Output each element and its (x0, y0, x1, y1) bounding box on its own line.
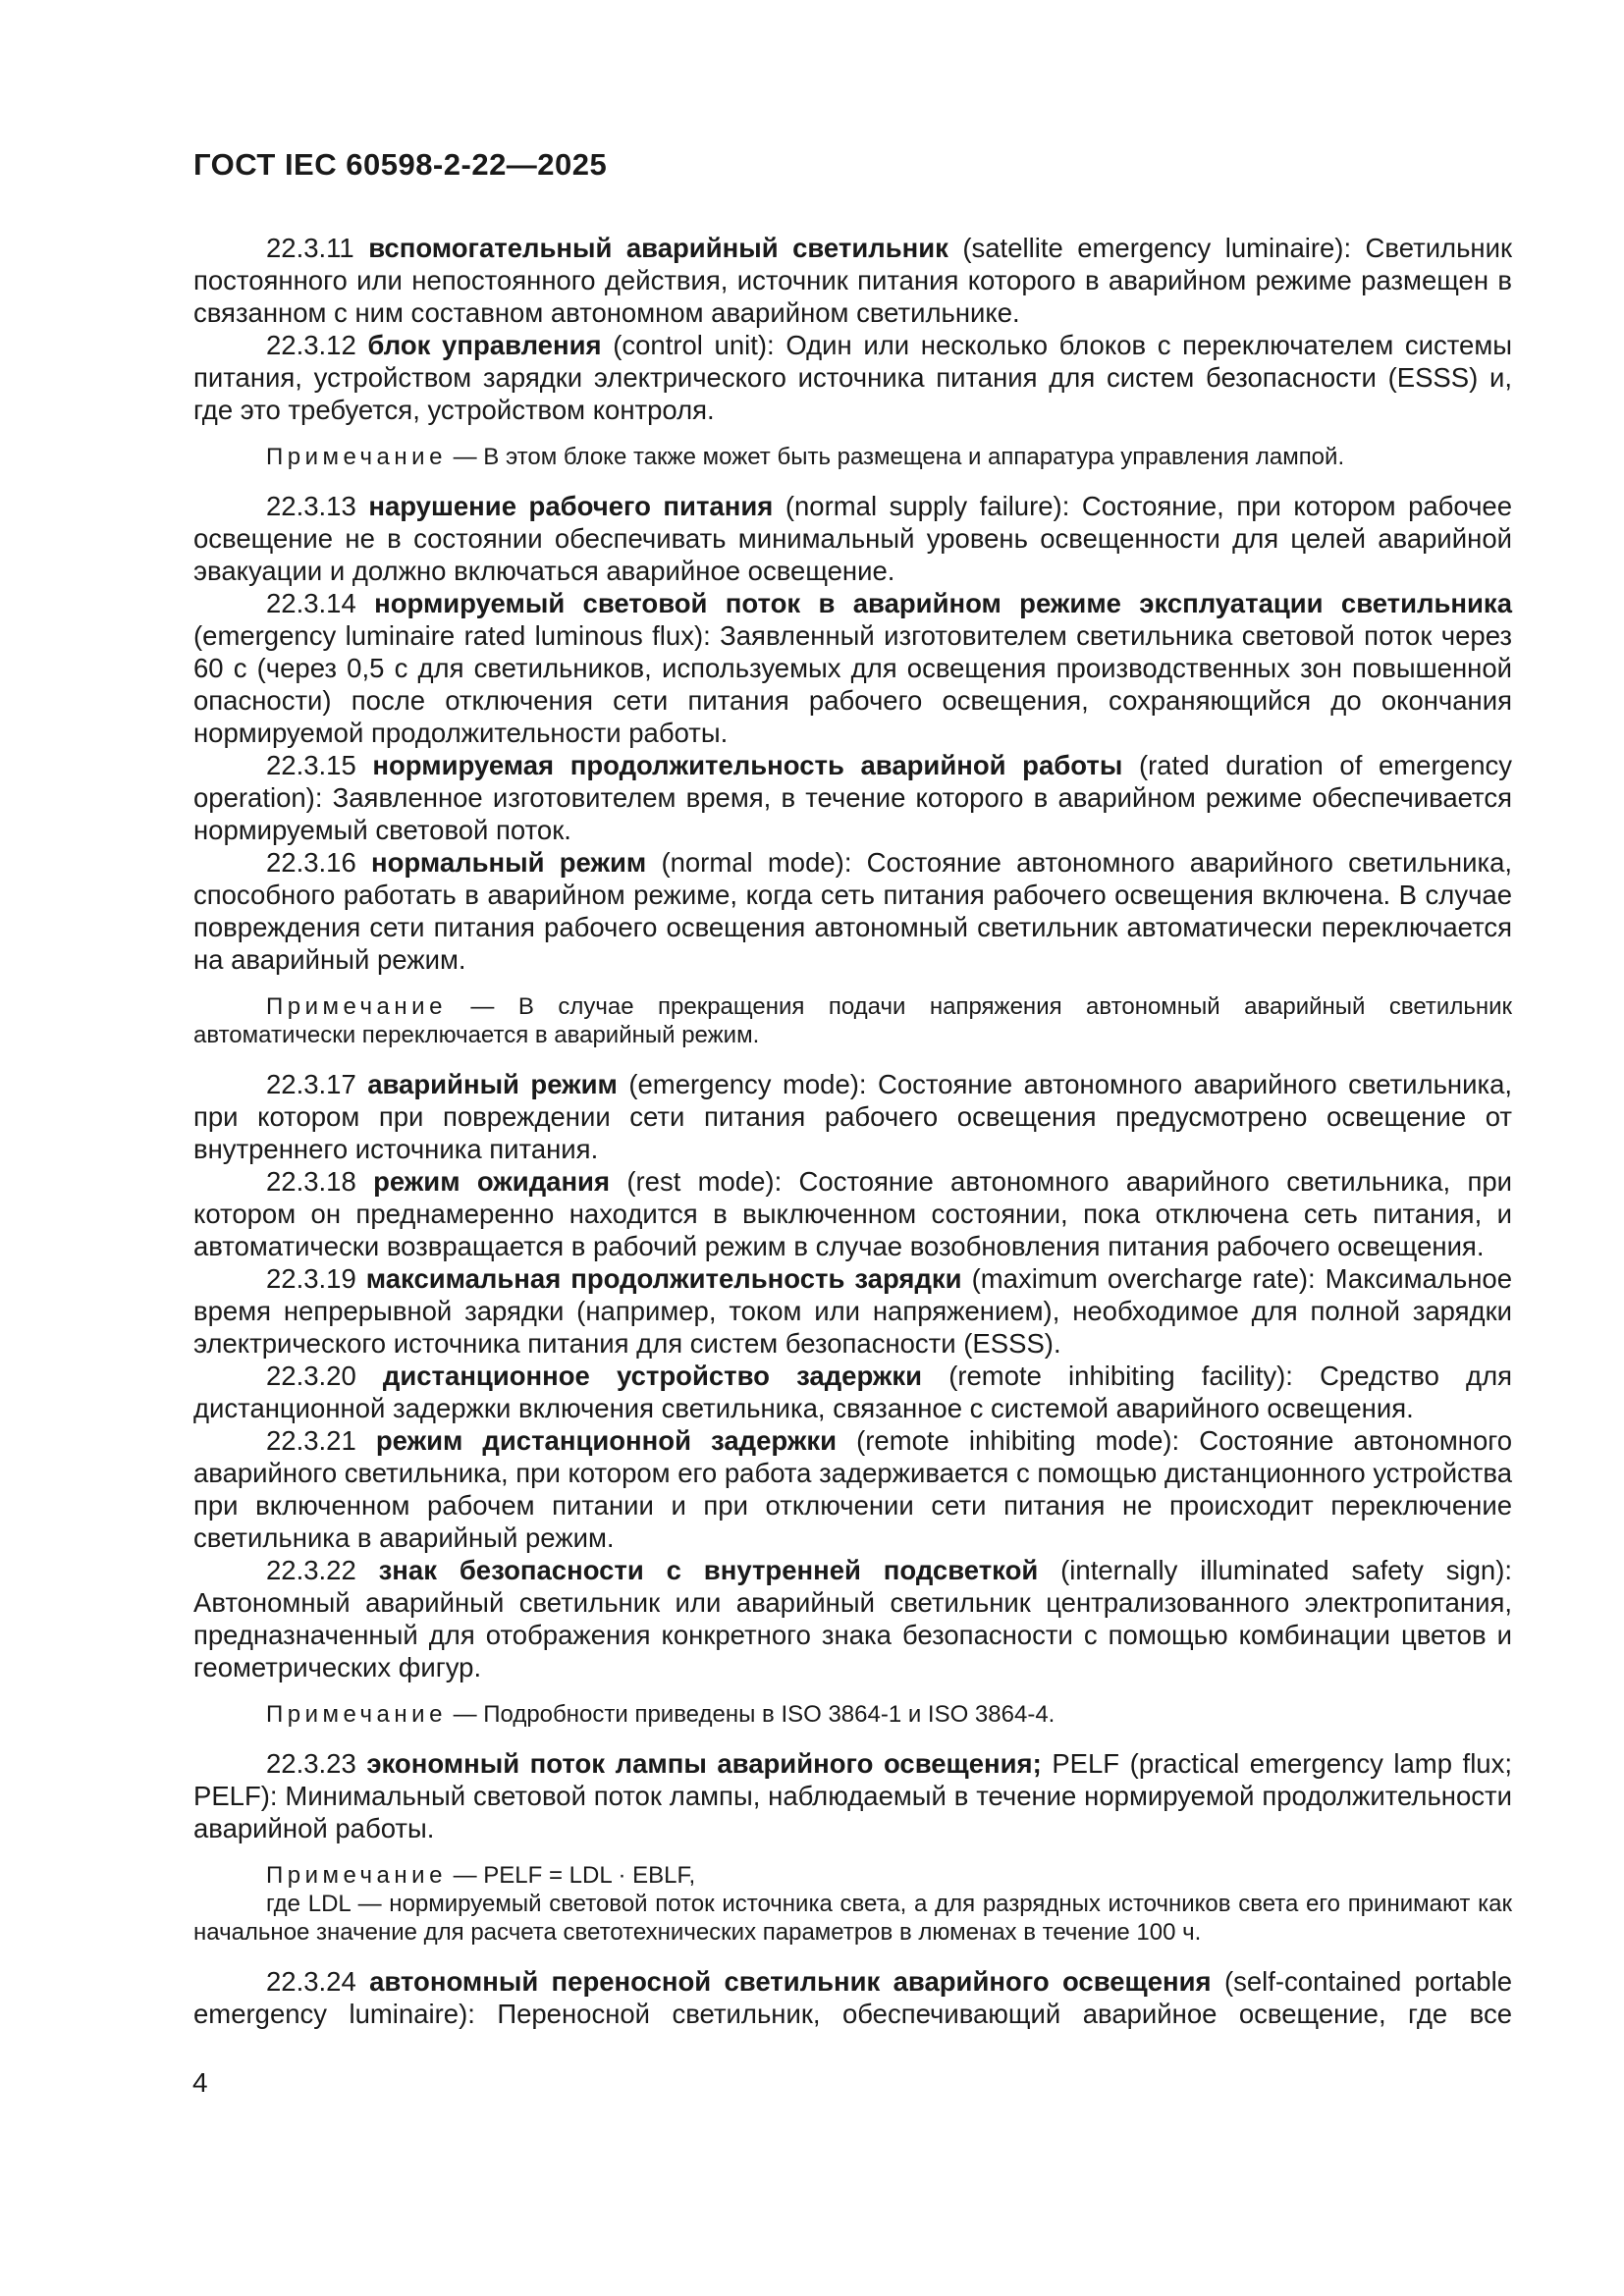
definition-paragraph (193, 1165, 1512, 1262)
note-block (193, 443, 1512, 471)
definition-paragraph (193, 846, 1512, 976)
definition-paragraph (193, 749, 1512, 846)
clause-number: 22.3.16 (266, 847, 356, 878)
clause-number: 22.3.14 (266, 588, 356, 618)
note-continuation: где LDL — нормируемый световой поток источника света, а для разрядных источников света его принимают как начальное значение для расчета светотехнических параметров в люменах в течение 100 ч. (193, 1891, 1512, 1946)
definition-body: (emergency mode): Состояние автономного аварийного светильника, при котором при повреждении сети питания рабочего освещения предусмотрено освещение от внутреннего источника питания. (193, 1069, 1513, 1164)
definition-body: (self-contained portable emergency luminaire): Переносной светильник, обеспечивающий аварийное освещение, где все (193, 1966, 1513, 2029)
definition-body: (normal mode): Состояние автономного аварийного светильника, способного работать в аварийном режиме, когда сеть питания рабочего освещения включена. В случае повреждения сети питания рабочего освещения автономный светильник автоматически переключается на аварийный режим. (193, 847, 1513, 975)
clause-number: 22.3.13 (266, 491, 356, 521)
definition-body: (control unit): Один или несколько блоков с переключателем системы питания, устройством зарядки электрического источника питания для систем безопасности (ESSS) и, где это требуется, устройством контроля. (193, 330, 1513, 425)
definition-paragraph (193, 1262, 1512, 1360)
definition-term: нормальный режим (371, 847, 647, 878)
definition-body: (remote inhibiting mode): Состояние автономного аварийного светильника, при котором его работа задерживается с помощью дистанционного устройства при включенном рабочем питании и при отключении сети питания не происходит переключение светильника в аварийный режим. (193, 1425, 1513, 1553)
note-label: Примечание (266, 993, 447, 1020)
clause-number: 22.3.12 (266, 330, 356, 360)
note-line (193, 443, 1512, 471)
document-title: ГОСТ IEC 60598-2-22—2025 (193, 147, 608, 182)
definition-term: дистанционное устройство задержки (382, 1361, 923, 1391)
definition-paragraph (193, 1068, 1512, 1165)
clause-number: 22.3.22 (266, 1555, 356, 1585)
clause-number: 22.3.21 (266, 1425, 356, 1456)
definition-term: максимальная продолжительность зарядки (365, 1263, 962, 1294)
note-block (193, 992, 1512, 1049)
note-line (193, 1861, 1512, 1890)
clause-number: 22.3.23 (266, 1748, 356, 1779)
note-line (193, 1700, 1512, 1729)
clause-number: 22.3.17 (266, 1069, 356, 1099)
note-block (193, 1861, 1512, 1947)
definition-body: (rest mode): Состояние автономного аварийного светильника, при котором он преднамеренно находится в выключенном состоянии, пока отключена сеть питания, и автоматически возвращается в рабочий режим в случае возобновления питания рабочего освещения. (193, 1166, 1512, 1261)
note-line (193, 992, 1512, 1049)
definition-paragraph (193, 1554, 1512, 1683)
definition-paragraph (193, 1747, 1512, 1844)
note-label: Примечание (266, 1862, 447, 1889)
note-text: — В случае прекращения подачи напряжения автономный аварийный светильник автоматически переключается в аварийный режим. (193, 993, 1512, 1048)
definition-body: (rated duration of emergency operation): Заявленное изготовителем время, в течение которого в аварийном режиме обеспечивается нормируемый световой поток. (193, 750, 1512, 845)
definition-body: (normal supply failure): Состояние, при котором рабочее освещение не в состоянии обеспечивать минимальный уровень освещенности для целей аварийной эвакуации и должно включаться аварийное освещение. (193, 491, 1513, 586)
definition-term: режим дистанционной задержки (375, 1425, 838, 1456)
definition-term: автономный переносной светильник аварийного освещения (369, 1966, 1212, 1997)
definition-body: PELF (practical emergency lamp flux; PELF): Минимальный световой поток лампы, наблюдаемый в течение нормируемой продолжительности аварийной работы. (193, 1748, 1512, 1843)
definition-paragraph (193, 232, 1512, 329)
note-block (193, 1700, 1512, 1729)
note-label: Примечание (266, 1701, 447, 1728)
definition-paragraph (193, 1965, 1512, 2030)
definition-paragraph (193, 1360, 1512, 1424)
definition-body: (remote inhibiting facility): Средство для дистанционной задержки включения светильника, связанное с системой аварийного освещения. (193, 1361, 1513, 1423)
definition-term: нарушение рабочего питания (368, 491, 774, 521)
definition-paragraph (193, 329, 1512, 426)
definition-body: (emergency luminaire rated luminous flux): Заявленный изготовителем светильника световой поток через 60 с (через 0,5 с для светильников, используемых для освещения производственных зон повышенной опасности) после отключения сети питания рабочего освещения, сохраняющийся до окончания нормируемой продолжительности работы. (193, 620, 1512, 748)
document-content (193, 232, 1512, 2030)
clause-number: 22.3.11 (266, 233, 354, 263)
definition-body: (satellite emergency luminaire): Светильник постоянного или непостоянного действия, источник питания которого в аварийном режиме размещен в связанном с ним составном автономном аварийном светильнике. (193, 233, 1513, 328)
clause-number: 22.3.15 (266, 750, 356, 780)
note-text: — PELF = LDL · EBLF, (453, 1862, 696, 1889)
note-label: Примечание (266, 444, 447, 470)
definition-term: блок управления (367, 330, 602, 360)
definition-paragraph (193, 587, 1512, 749)
clause-number: 22.3.19 (266, 1263, 356, 1294)
definition-term: нормируемая продолжительность аварийной работы (372, 750, 1123, 780)
definition-paragraph (193, 490, 1512, 587)
clause-number: 22.3.24 (266, 1966, 356, 1997)
definition-term: нормируемый световой поток в аварийном режиме эксплуатации светильника (374, 588, 1512, 618)
definition-body: (maximum overcharge rate): Максимальное время непрерывной зарядки (например, током или напряжением), необходимое для полной зарядки электрического источника питания для систем безопасности (ESSS). (193, 1263, 1512, 1359)
definition-paragraph (193, 1424, 1512, 1554)
definition-term: режим ожидания (373, 1166, 611, 1197)
definition-term: экономный поток лампы аварийного освещения; (366, 1748, 1042, 1779)
note-text: — Подробности приведены в ISO 3864-1 и ISO 3864-4. (453, 1701, 1056, 1728)
definition-body: (internally illuminated safety sign): Автономный аварийный светильник или аварийный светильник централизованного электропитания, предназначенный для отображения конкретного знака безопасности с помощью комбинации цветов и геометрических фигур. (193, 1555, 1512, 1682)
definition-term: знак безопасности с внутренней подсветкой (378, 1555, 1039, 1585)
definition-term: аварийный режим (367, 1069, 618, 1099)
clause-number: 22.3.20 (266, 1361, 356, 1391)
page-number: 4 (192, 2067, 208, 2098)
clause-number: 22.3.18 (266, 1166, 356, 1197)
note-text: — В этом блоке также может быть размещена и аппаратура управления лампой. (453, 444, 1345, 470)
definition-term: вспомогательный аварийный светильник (368, 233, 948, 263)
